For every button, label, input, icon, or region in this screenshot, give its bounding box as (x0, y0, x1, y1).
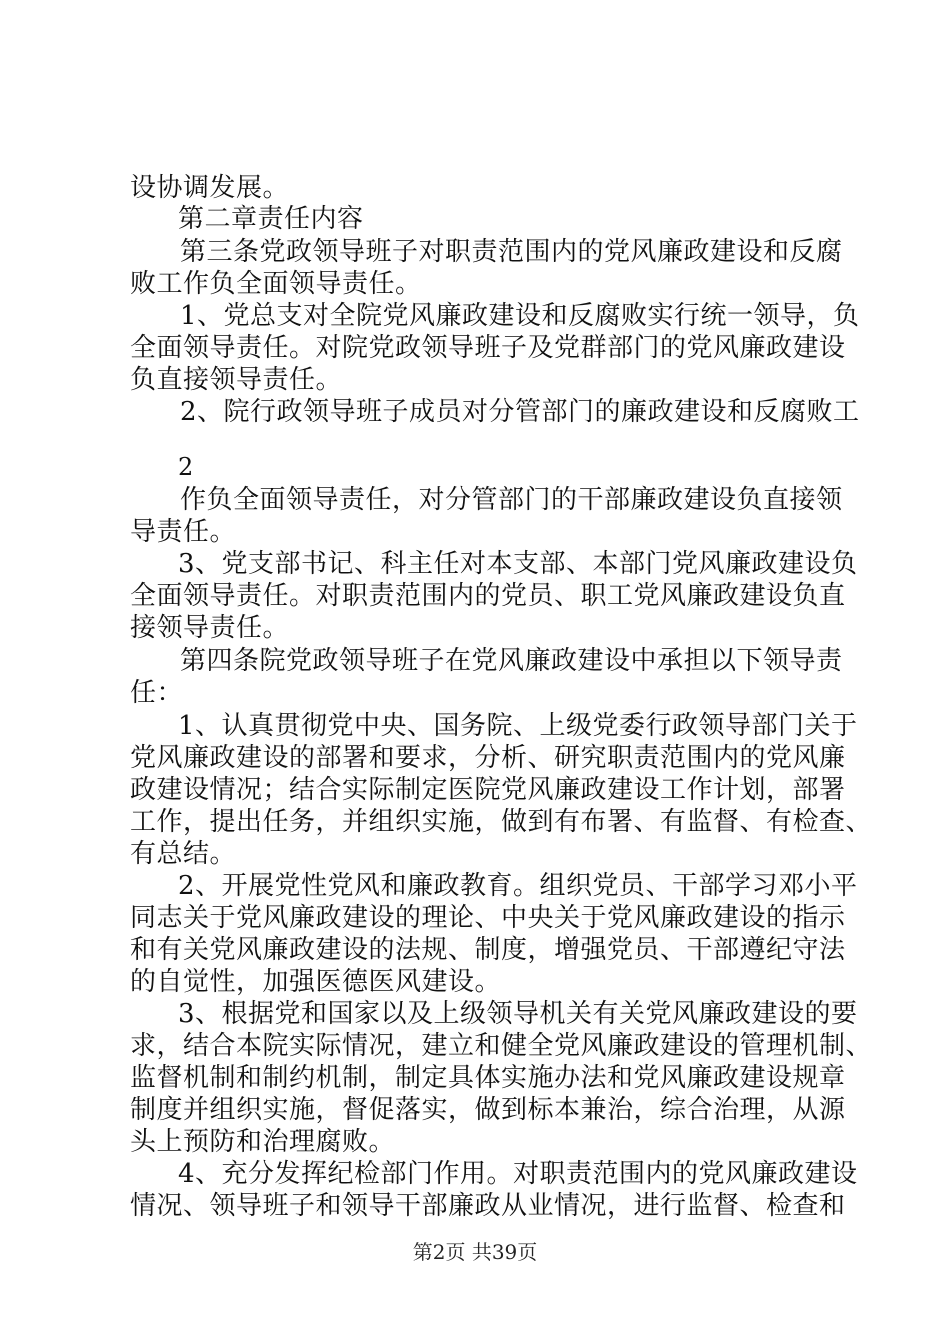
text-line: 3、根据党和国家以及上级领导机关有关党风廉政建设的要 (178, 999, 858, 1029)
text-line: 监督机制和制约机制，制定具体实施办法和党风廉政建设规章 (130, 1063, 846, 1093)
text-line: 的自觉性，加强医德医风建设。 (130, 967, 502, 997)
text-line: 3、党支部书记、科主任对本支部、本部门党风廉政建设负 (178, 549, 858, 579)
text-line: 头上预防和治理腐败。 (130, 1127, 396, 1157)
text-line: 导责任。 (130, 517, 237, 547)
text-line: 负直接领导责任。 (130, 365, 343, 395)
text-line: 政建设情况；结合实际制定医院党风廉政建设工作计划，部署 (130, 775, 846, 805)
text-line: 党风廉政建设的部署和要求，分析、研究职责范围内的党风廉 (130, 743, 846, 773)
text-line: 2、开展党性党风和廉政教育。组织党员、干部学习邓小平 (178, 871, 858, 901)
text-line: 同志关于党风廉政建设的理论、中央关于党风廉政建设的指示 (130, 903, 846, 933)
page-footer: 第2页 共39页 (412, 1240, 538, 1264)
text-line: 全面领导责任。对院党政领导班子及党群部门的党风廉政建设 (130, 333, 846, 363)
text-line: 1、党总支对全院党风廉政建设和反腐败实行统一领导，负 (180, 301, 860, 331)
text-line: 设协调发展。 (130, 173, 290, 203)
text-line: 全面领导责任。对职责范围内的党员、职工党风廉政建设负直 (130, 581, 846, 611)
text-line: 求，结合本院实际情况，建立和健全党风廉政建设的管理机制、 (130, 1031, 873, 1061)
text-line: 工作，提出任务，并组织实施，做到有布署、有监督、有检查、 (130, 807, 873, 837)
text-line: 情况、领导班子和领导干部廉政从业情况，进行监督、检查和 (130, 1191, 846, 1221)
text-line: 有总结。 (130, 839, 237, 869)
chapter-heading: 第二章责任内容 (178, 204, 364, 234)
text-line: 2、院行政领导班子成员对分管部门的廉政建设和反腐败工 (180, 397, 860, 427)
text-line: 败工作负全面领导责任。 (130, 269, 422, 299)
text-line: 制度并组织实施，督促落实，做到标本兼治，综合治理，从源 (130, 1095, 846, 1125)
text-line: 和有关党风廉政建设的法规、制度，增强党员、干部遵纪守法 (130, 935, 846, 965)
text-line: 接领导责任。 (130, 613, 290, 643)
text-line: 第三条党政领导班子对职责范围内的党风廉政建设和反腐 (180, 237, 843, 267)
text-line: 作负全面领导责任，对分管部门的干部廉政建设负直接领 (180, 485, 843, 515)
text-line: 第四条院党政领导班子在党风廉政建设中承担以下领导责 (180, 646, 843, 676)
text-line: 4、充分发挥纪检部门作用。对职责范围内的党风廉政建设 (178, 1159, 858, 1189)
text-line: 1、认真贯彻党中央、国务院、上级党委行政领导部门关于 (178, 711, 858, 741)
text-line: 任： (130, 678, 184, 708)
inline-page-number: 2 (178, 453, 194, 481)
